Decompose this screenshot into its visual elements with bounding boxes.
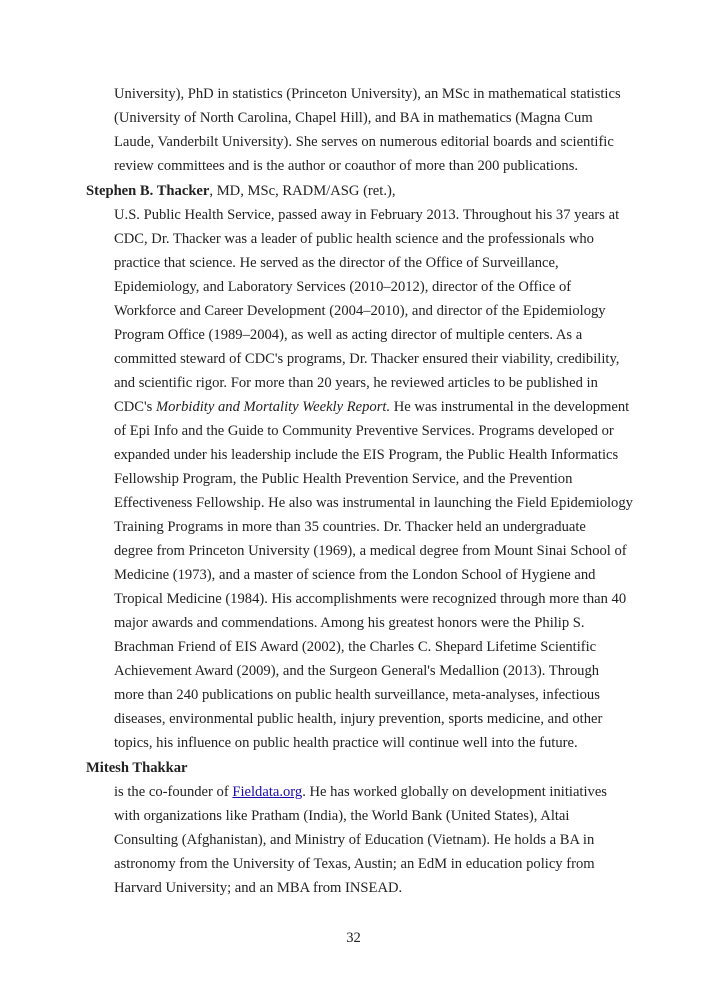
bio-credentials: , MD, MSc, RADM/ASG (ret.), (209, 183, 396, 199)
bio-prev-line: University), PhD in statistics (Princeton University), an MSc in mathematical statistics (114, 86, 621, 102)
bio-line: Effectiveness Fellowship. He also was instrumental in launching the Field Epidemiology (114, 495, 633, 511)
bio-line-mmwr (114, 397, 629, 417)
mmwr-title: Morbidity and Mortality Weekly Report. (155, 399, 391, 415)
bio-prev-line: (University of North Carolina, Chapel Hill), and BA in mathematics (Magna Cum (114, 110, 593, 126)
mmwr-suffix: He was instrumental in the development (390, 399, 630, 415)
bio-line: Brachman Friend of EIS Award (2002), the Charles C. Shepard Lifetime Scientific (114, 639, 597, 655)
bio-line: Achievement Award (2009), and the Surgeon General's Medallion (2013). Through (114, 663, 600, 679)
bio-line: with organizations like Pratham (India), the World Bank (United States), Altai (114, 808, 570, 824)
bio-line: Training Programs in more than 35 countries. Dr. Thacker held an undergraduate (114, 519, 586, 535)
bio-line: Epidemiology, and Laboratory Services (2010–2012), director of the Office of (114, 279, 572, 295)
bio-line: diseases, environmental public health, injury prevention, sports medicine, and other (114, 711, 603, 727)
bio-line: Fellowship Program, the Public Health Prevention Service, and the Prevention (114, 471, 573, 487)
bio-line: Program Office (1989–2004), as well as acting director of multiple centers. As a (114, 327, 583, 343)
bio-heading-thakkar (86, 758, 188, 778)
bio-line: astronomy from the University of Texas, Austin; an EdM in education policy from (114, 856, 595, 872)
bio-line: and scientific rigor. For more than 20 years, he reviewed articles to be published in (114, 375, 598, 391)
bio-line-link (114, 782, 607, 802)
bio-line: major awards and commendations. Among his greatest honors were the Philip S. (114, 615, 585, 631)
link-suffix: . He has worked globally on development initiatives (302, 784, 607, 800)
bio-line: Harvard University; and an MBA from INSEAD. (114, 880, 403, 896)
bio-heading-thacker (86, 181, 395, 201)
bio-line: CDC, Dr. Thacker was a leader of public health science and the professionals who (114, 231, 594, 247)
bio-line: expanded under his leadership include the EIS Program, the Public Health Informatics (114, 447, 619, 463)
bio-prev-line: Laude, Vanderbilt University). She serves on numerous editorial boards and scientific (114, 134, 614, 150)
bio-prev-line: review committees and is the author or coauthor of more than 200 publications. (114, 158, 579, 174)
mmwr-prefix: CDC's (114, 399, 156, 415)
page-number: 32 (346, 930, 361, 946)
fieldata-link[interactable]: Fieldata.org (232, 784, 303, 800)
bio-line: topics, his influence on public health practice will continue well into the future. (114, 735, 578, 751)
link-prefix: is the co-founder of (114, 784, 233, 800)
bio-line: Medicine (1973), and a master of science from the London School of Hygiene and (114, 567, 596, 583)
bio-line: practice that science. He served as the director of the Office of Surveillance, (114, 255, 559, 271)
bio-name: Stephen B. Thacker (86, 183, 210, 199)
bio-line: degree from Princeton University (1969), a medical degree from Mount Sinai School of (114, 543, 627, 559)
bio-name: Mitesh Thakkar (86, 760, 188, 776)
bio-line: Tropical Medicine (1984). His accomplishments were recognized through more than 40 (114, 591, 627, 607)
bio-line: more than 240 publications on public health surveillance, meta-analyses, infectious (114, 687, 600, 703)
bio-line: of Epi Info and the Guide to Community Preventive Services. Programs developed or (114, 423, 614, 439)
bio-line: Workforce and Career Development (2004–2010), and director of the Epidemiology (114, 303, 606, 319)
bio-line: Consulting (Afghanistan), and Ministry of Education (Vietnam). He holds a BA in (114, 832, 595, 848)
bio-line: U.S. Public Health Service, passed away in February 2013. Throughout his 37 years at (114, 207, 620, 223)
bio-line: committed steward of CDC's programs, Dr. Thacker ensured their viability, credibility, (114, 351, 620, 367)
